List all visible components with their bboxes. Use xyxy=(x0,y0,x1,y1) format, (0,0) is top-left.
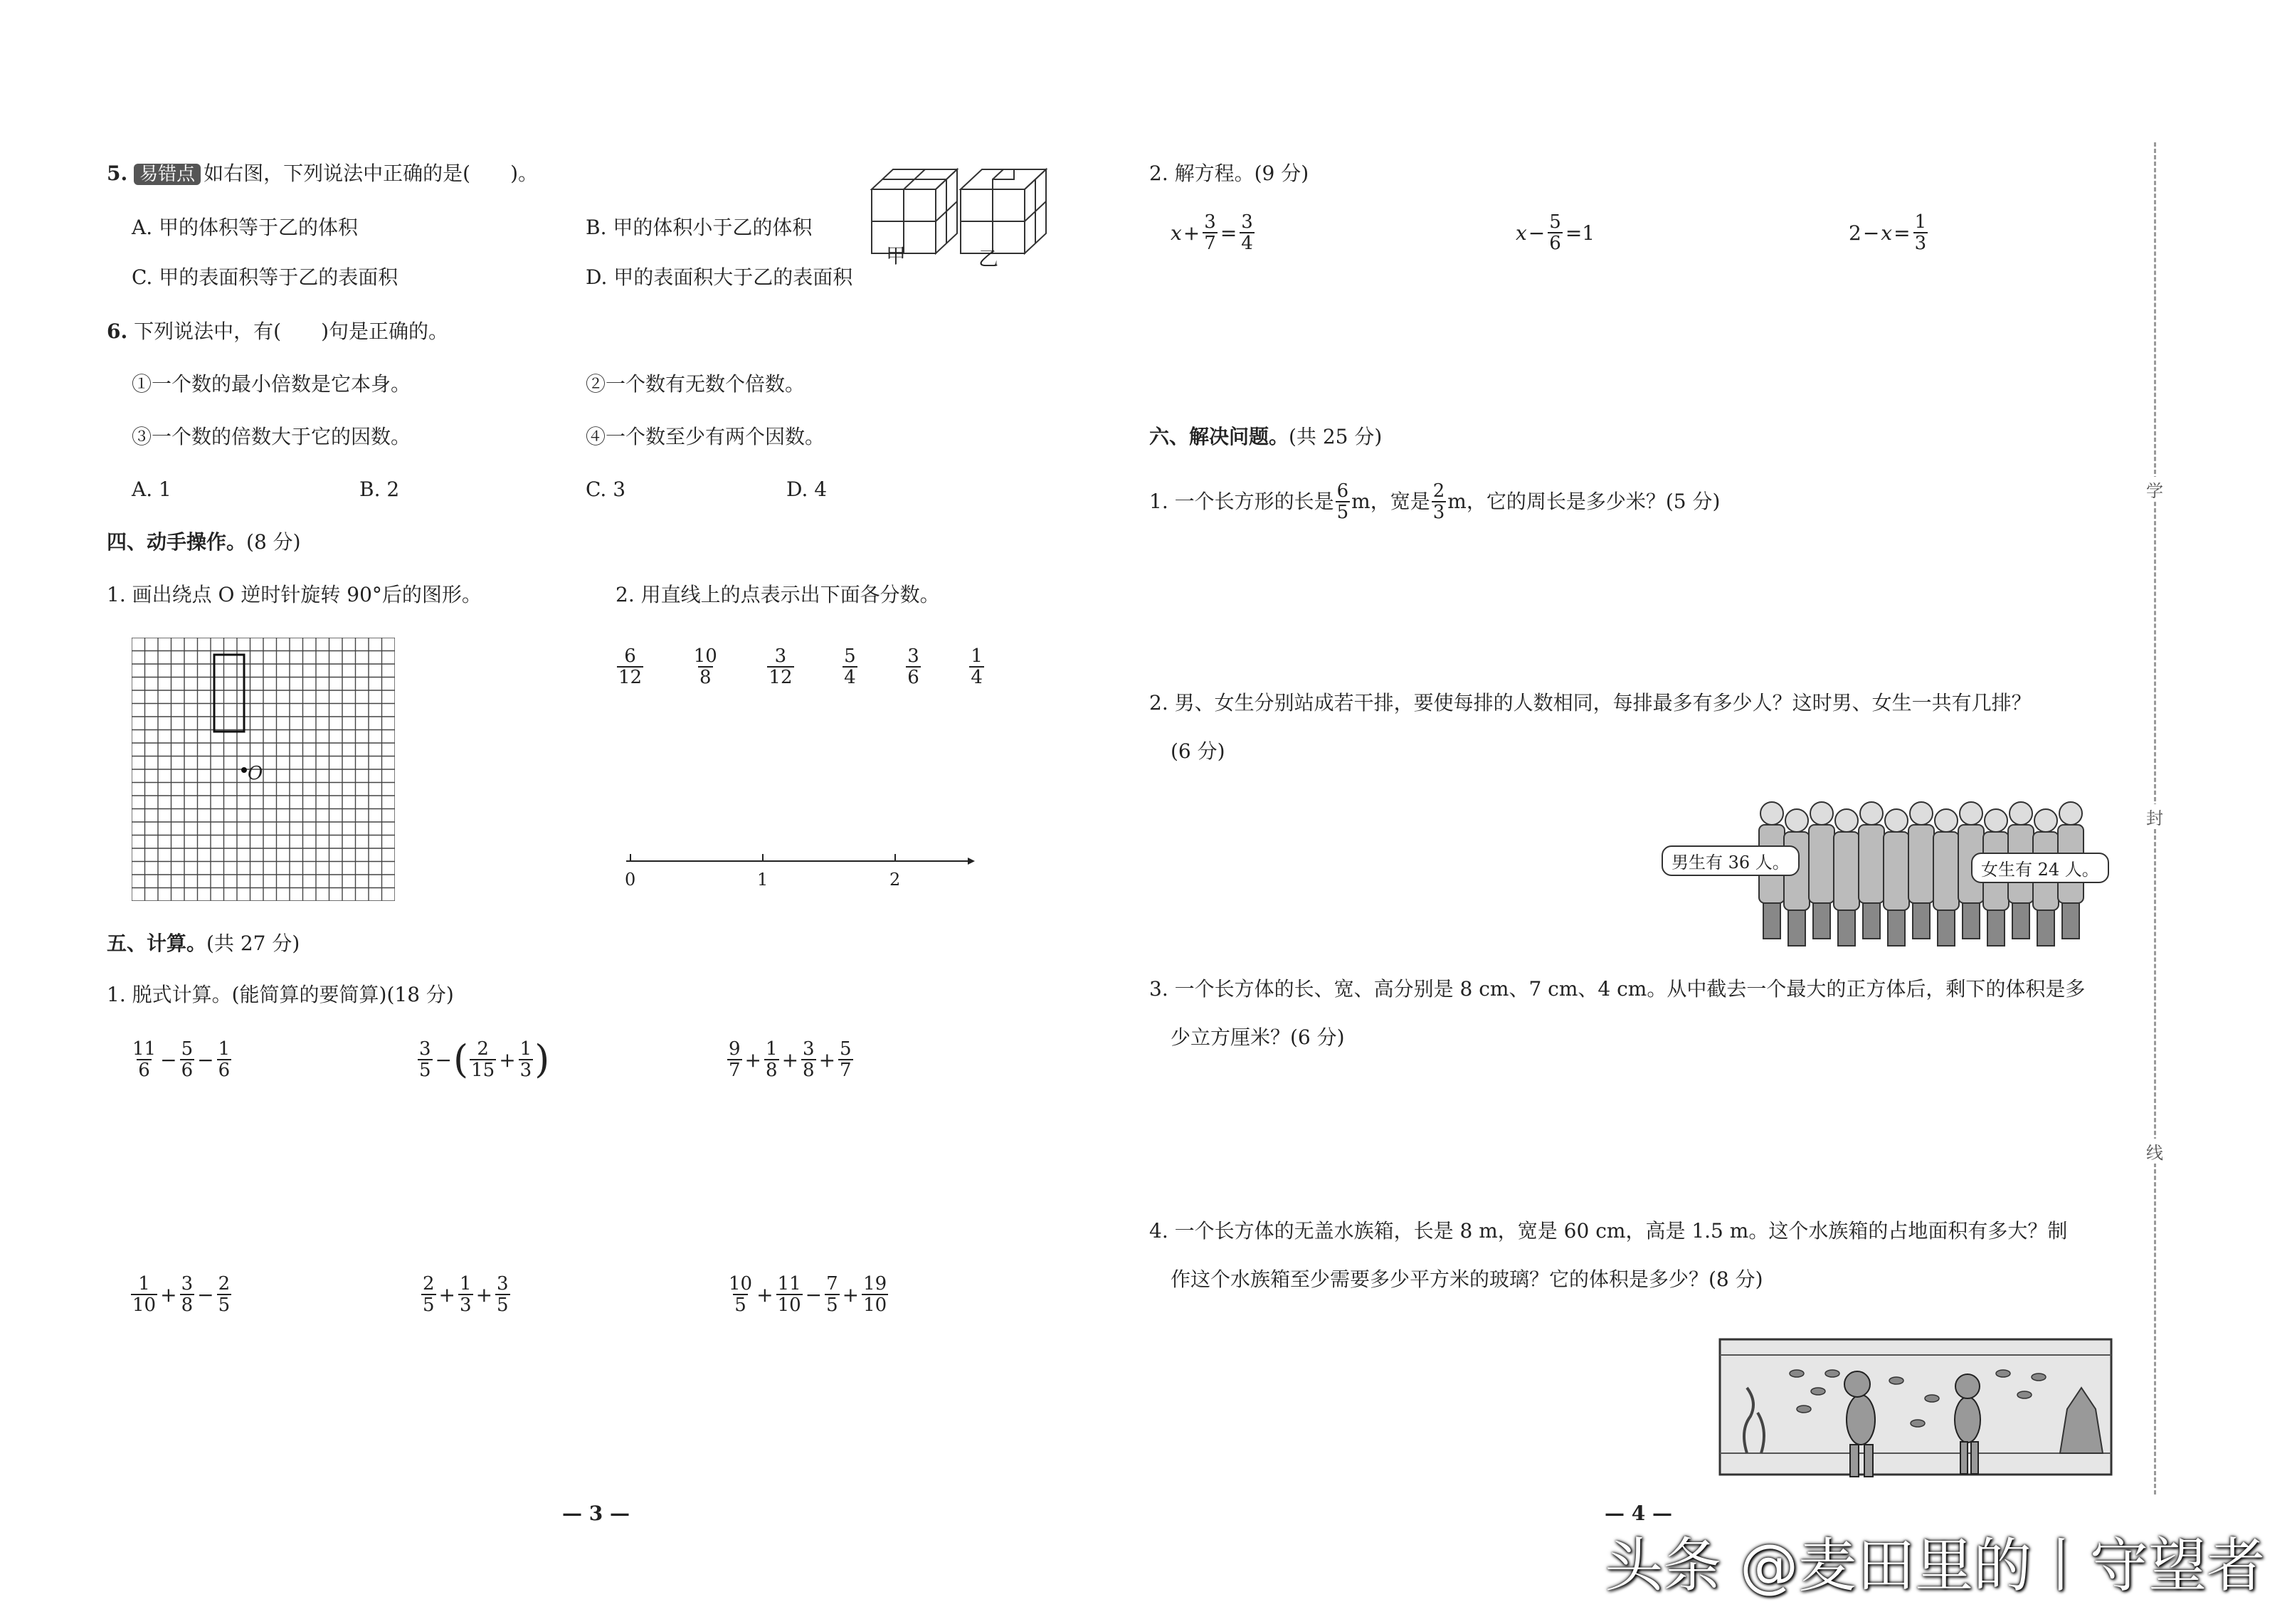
q5-text: 如右图，下列说法中正确的是( )。 xyxy=(204,162,539,185)
watermark-text: 头条 @麦田里的丨守望者 xyxy=(1605,1532,2266,1600)
problem-1: 1. 一个长方形的长是 $\frac{6}{5}$ m，宽是 $\frac{2}{3}$ m，它的周长是多少米？(5 分) xyxy=(1149,480,1721,523)
q6-statement-4: ④一个数至少有两个因数。 xyxy=(586,425,825,448)
fish-shape xyxy=(1889,1377,1903,1384)
student-head xyxy=(1785,809,1808,832)
q6-statement-2: ②一个数有无数个倍数。 xyxy=(586,372,806,396)
rotation-grid xyxy=(132,638,395,901)
section6-title: 六、解决问题。 xyxy=(1149,425,1289,448)
section5-score: (共 27 分) xyxy=(206,932,300,955)
page-number-3: — 3 — xyxy=(562,1502,630,1525)
cube-jia-label: 甲 xyxy=(886,244,907,268)
student-head xyxy=(1835,809,1858,832)
fish-shape xyxy=(2017,1391,2032,1398)
binding-label-1: 学 xyxy=(2146,477,2163,502)
section5-title: 五、计算。 xyxy=(107,932,207,955)
student-head xyxy=(1760,802,1783,825)
q5-option-a: A. 甲的体积等于乙的体积 xyxy=(132,216,359,239)
student-head xyxy=(2010,802,2032,825)
cube-yi xyxy=(961,169,1046,253)
problem-4-text-a: 4. 一个长方体的无盖水族箱，长是 8 m，宽是 60 cm，高是 1.5 m。这个水族箱的占地面积有多大？制 xyxy=(1149,1219,2068,1243)
cube-jia xyxy=(872,169,957,253)
cube-yi-label: 乙 xyxy=(978,247,999,270)
student-body xyxy=(1809,825,1834,903)
student-head xyxy=(1960,802,1982,825)
student-head xyxy=(2034,809,2057,832)
student-legs xyxy=(2012,903,2029,939)
student-legs xyxy=(1888,910,1905,946)
binding-label-2: 封 xyxy=(2146,804,2163,829)
problem-3-text-b: 少立方厘米？(6 分) xyxy=(1171,1025,1345,1049)
page-number-4: — 4 — xyxy=(1605,1502,1672,1525)
equation-3: 2 − x = $\frac{1}{3}$ xyxy=(1849,211,1927,254)
problem-4-text-b: 作这个水族箱至少需要多少平方米的玻璃？它的体积是多少？(8 分) xyxy=(1171,1267,1763,1291)
fish-shape xyxy=(1911,1420,1925,1427)
q6-text: 下列说法中，有( )句是正确的。 xyxy=(134,320,448,343)
problem-2-text: 2. 男、女生分别站成若干排，要使每排的人数相同，每排最多有多少人？这时男、女生一共有几排？ xyxy=(1149,691,2032,715)
student-head xyxy=(1885,809,1908,832)
student-body xyxy=(1859,825,1884,903)
student-head xyxy=(1810,802,1833,825)
problem-2-score: (6 分) xyxy=(1171,739,1225,763)
student-head xyxy=(1910,802,1933,825)
section5-q1: 1. 脱式计算。(能简算的要简算)(18 分) xyxy=(107,983,454,1006)
student-legs xyxy=(2037,910,2054,946)
q5-line xyxy=(107,161,538,187)
aquarium-illustration xyxy=(1718,1331,2117,1487)
q6-statement-3: ③一个数的倍数大于它的因数。 xyxy=(132,425,411,448)
section4-q1: 1. 画出绕点 O 逆时针旋转 90°后的图形。 xyxy=(107,583,482,606)
section5-heading xyxy=(107,931,300,956)
rotation-rectangle xyxy=(214,655,244,732)
student-head xyxy=(2059,802,2082,825)
section6-heading xyxy=(1149,424,1382,450)
section4-heading xyxy=(107,529,301,555)
fraction-item: $\frac{3}{6}$ xyxy=(907,645,919,688)
student-body xyxy=(1933,832,1959,910)
q6-option-d: D. 4 xyxy=(786,478,828,501)
fraction-item: $\frac{6}{12}$ xyxy=(618,645,643,688)
q5-number: 5. xyxy=(107,162,128,185)
student-head xyxy=(1985,809,2007,832)
q6-line xyxy=(107,319,448,344)
fish-shape xyxy=(1825,1370,1839,1377)
calc-expression-5: $\frac{2}{5}$ + $\frac{1}{3}$ + $\frac{3}{5}$ xyxy=(423,1273,509,1316)
student-body xyxy=(1834,832,1859,910)
q5-option-d: D. 甲的表面积大于乙的表面积 xyxy=(586,265,853,289)
fraction-item: $\frac{3}{12}$ xyxy=(769,645,793,688)
problem-3-text-a: 3. 一个长方体的长、宽、高分别是 8 cm、7 cm、4 cm。从中截去一个最大的正方体后，剩下的体积是多 xyxy=(1149,977,2086,1001)
q6-option-a: A. 1 xyxy=(132,478,171,501)
calc-expression-6: $\frac{10}{5}$ + $\frac{11}{10}$ − $\frac{7}{5}$ + $\frac{19}{10}$ xyxy=(729,1273,887,1316)
student-legs xyxy=(1863,903,1880,939)
calc-expression-2: $\frac{3}{5}$ − ( $\frac{2}{15}$ + $\frac{1}{3}$ ) xyxy=(419,1037,550,1082)
q5-option-b: B. 甲的体积小于乙的体积 xyxy=(586,216,813,239)
fish-shape xyxy=(1925,1395,1939,1402)
student-legs xyxy=(1963,903,1980,939)
student-body xyxy=(1884,832,1909,910)
problem-1-text-c: m，它的周长是多少米？(5 分) xyxy=(1447,490,1721,513)
student-legs xyxy=(1813,903,1830,939)
axis-tick-0: 0 xyxy=(625,870,636,890)
boys-speech-bubble: 男生有 36 人。 xyxy=(1662,845,1800,876)
section4-title: 四、动手操作。 xyxy=(107,530,247,554)
student-body xyxy=(1908,825,1934,903)
equation-1: x + $\frac{3}{7}$ = $\frac{3}{4}$ xyxy=(1171,211,1253,254)
student-legs xyxy=(1788,910,1805,946)
rotation-center-point xyxy=(241,767,247,773)
binding-label-3: 线 xyxy=(2146,1139,2163,1164)
q6-option-b: B. 2 xyxy=(359,478,400,501)
student-head xyxy=(1935,809,1958,832)
calc-expression-1: $\frac{11}{6}$ − $\frac{5}{6}$ − $\frac{1}{6}$ xyxy=(132,1038,231,1081)
student-head xyxy=(1860,802,1883,825)
problem-1-text-a: 1. 一个长方形的长是 xyxy=(1149,490,1334,513)
student-legs xyxy=(1938,910,1955,946)
error-prone-badge: 易错点 xyxy=(134,164,201,185)
section6-score: (共 25 分) xyxy=(1289,425,1383,448)
q6-option-c: C. 3 xyxy=(586,478,626,501)
equation-2: x − $\frac{5}{6}$ =1 xyxy=(1516,211,1595,254)
q6-statement-1: ①一个数的最小倍数是它本身。 xyxy=(132,372,411,396)
number-line xyxy=(619,850,975,872)
fractions-row xyxy=(616,646,986,687)
point-o-label: O xyxy=(248,763,263,784)
girls-speech-bubble: 女生有 24 人。 xyxy=(1971,853,2109,883)
fish-shape xyxy=(1996,1370,2010,1377)
student-legs xyxy=(1763,903,1780,939)
q5-option-c: C. 甲的表面积等于乙的表面积 xyxy=(132,265,398,289)
fraction-item: $\frac{5}{4}$ xyxy=(844,645,856,688)
axis-tick-1: 1 xyxy=(757,870,769,890)
student-legs xyxy=(1987,910,2005,946)
fish-shape xyxy=(1811,1388,1825,1395)
calc-expression-4: $\frac{1}{10}$ + $\frac{3}{8}$ − $\frac{2}{5}$ xyxy=(132,1273,231,1316)
q6-number: 6. xyxy=(107,320,128,343)
fish-shape xyxy=(1797,1406,1811,1413)
student-legs xyxy=(1838,910,1855,946)
axis-tick-2: 2 xyxy=(889,870,901,890)
equation-question: 2. 解方程。(9 分) xyxy=(1149,162,1309,185)
fraction-item: $\frac{1}{4}$ xyxy=(971,645,983,688)
student-legs xyxy=(2062,903,2079,939)
problem-1-text-b: m，宽是 xyxy=(1351,490,1430,513)
section4-q2: 2. 用直线上的点表示出下面各分数。 xyxy=(616,583,940,606)
fish-shape xyxy=(1790,1370,1804,1377)
fraction-item: $\frac{10}{8}$ xyxy=(693,645,717,688)
fish-shape xyxy=(2032,1373,2046,1381)
student-legs xyxy=(1913,903,1930,939)
section4-score: (8 分) xyxy=(246,530,301,554)
calc-expression-3: $\frac{9}{7}$ + $\frac{1}{8}$ + $\frac{3}{8}$ + $\frac{5}{7}$ xyxy=(729,1038,852,1081)
